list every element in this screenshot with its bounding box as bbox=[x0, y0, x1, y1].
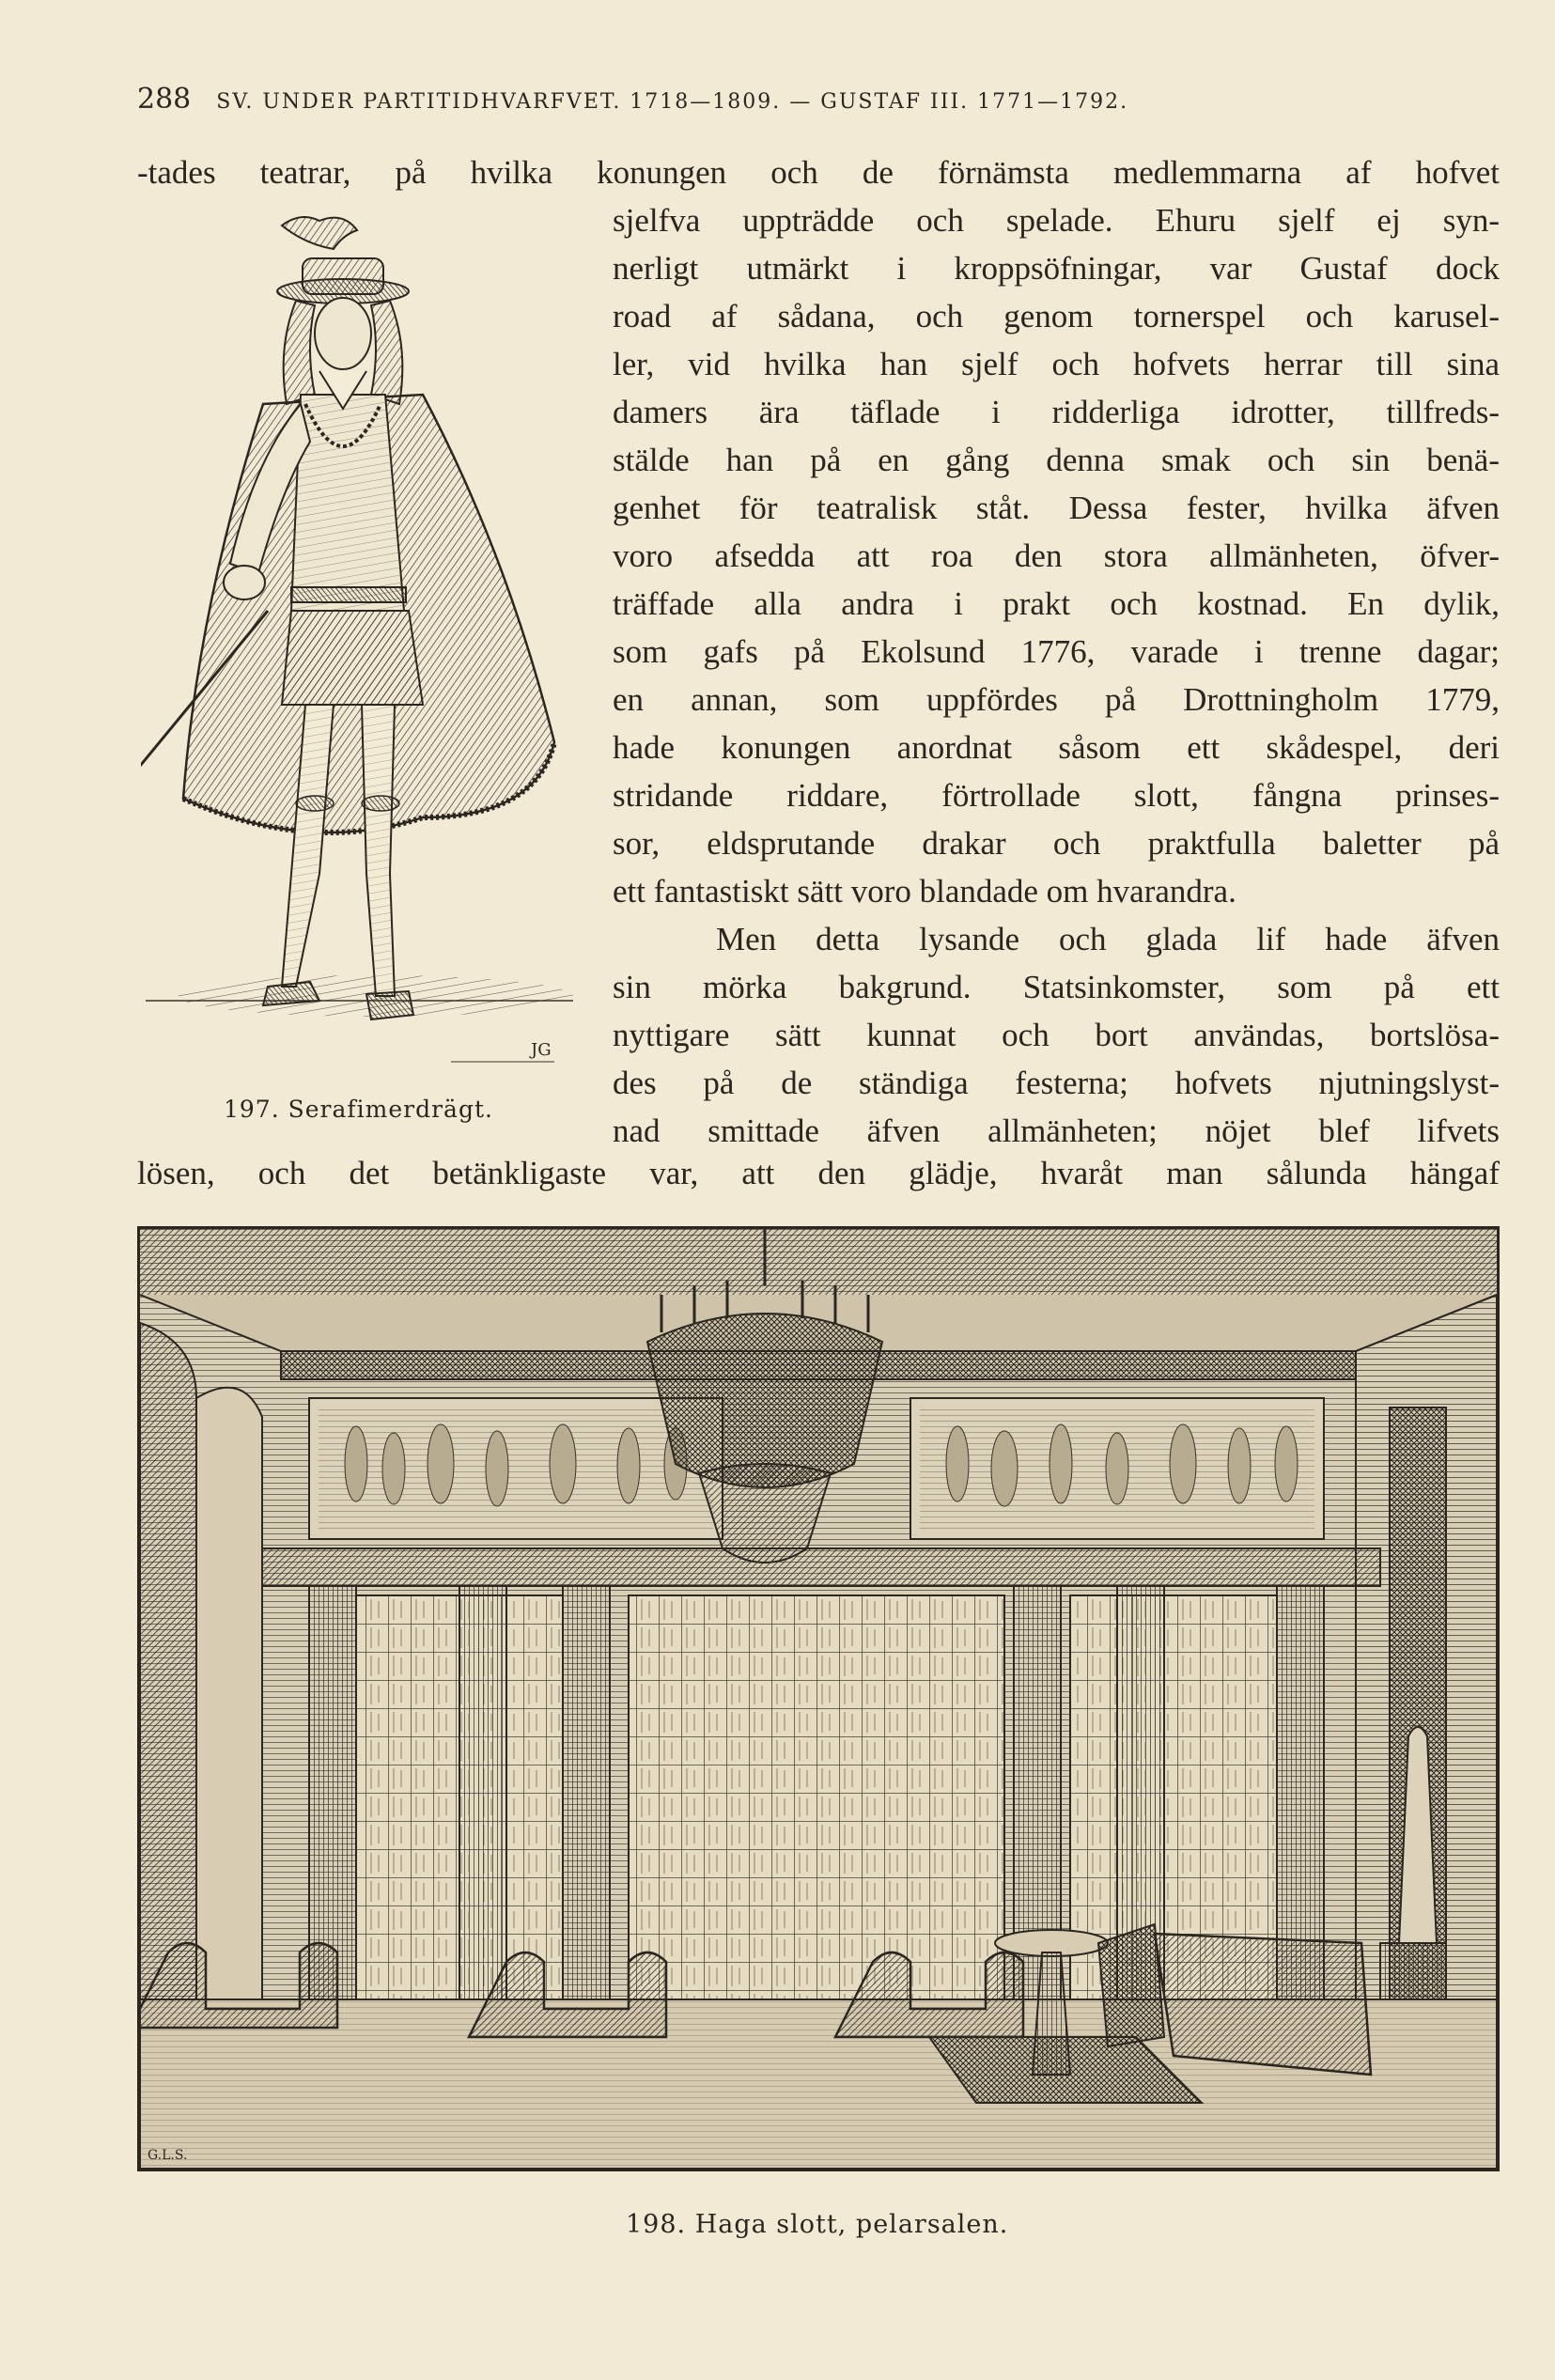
text-line: en annan, som uppfördes på Drottningholm 1779, bbox=[613, 681, 1500, 718]
text-line: stridande riddare, förtrollade slott, fångna prinses- bbox=[613, 777, 1500, 814]
text-line: träffade alla andra i prakt och kostnad. En dylik, bbox=[613, 585, 1500, 622]
text-line: som gafs på Ekolsund 1776, varade i trenne dagar; bbox=[613, 633, 1500, 670]
text-line: nyttigare sätt kunnat och bort användas, bortslösa- bbox=[613, 1017, 1500, 1053]
costume-engraving bbox=[141, 216, 573, 1081]
text-line: des på de ständiga festerna; hofvets njutningslyst- bbox=[613, 1065, 1500, 1101]
figure-197-caption: 197. Serafimerdrägt. bbox=[224, 1096, 493, 1123]
text-line: hade konungen anordnat såsom ett skådespel, deri bbox=[613, 729, 1500, 766]
engraver-mark: G.L.S. bbox=[148, 2148, 188, 2163]
text-line: damers ära täflade i ridderliga idrotter, tillfreds- bbox=[613, 394, 1500, 430]
text-line: genhet för teatralisk ståt. Dessa fester, hvilka äfven bbox=[613, 490, 1500, 526]
figure-198-haga-pillar-hall bbox=[137, 1226, 1500, 2171]
text-line: road af sådana, och genom tornerspel och karusel- bbox=[613, 298, 1500, 334]
engraver-mark: JG bbox=[531, 1040, 552, 1060]
hall-engraving bbox=[140, 1229, 1497, 2169]
figure-198-caption: 198. Haga slott, pelarsalen. bbox=[626, 2210, 1009, 2239]
text-bottom-line bbox=[137, 1149, 1500, 1197]
text-line: sor, eldsprutande drakar och praktfulla baletter på bbox=[613, 825, 1500, 862]
text-top-line bbox=[137, 148, 1500, 196]
text-line: voro afsedda att roa den stora allmänheten, öfver- bbox=[613, 537, 1500, 574]
running-header bbox=[137, 83, 1434, 116]
text-line: ler, vid hvilka han sjelf och hofvets herrar till sina bbox=[613, 346, 1500, 382]
text-line: sjelfva uppträdde och spelade. Ehuru sjelf ej syn- bbox=[613, 202, 1500, 239]
text-line: -tades teatrar, på hvilka konungen och de förnämsta medlemmarna af hofvet bbox=[137, 154, 1500, 191]
text-column bbox=[613, 196, 1500, 1155]
text-line: sin mörka bakgrund. Statsinkomster, som på ett bbox=[613, 969, 1500, 1005]
text-line: stälde han på en gång denna smak och sin benä- bbox=[613, 442, 1500, 478]
figure-197-serafimer-costume bbox=[141, 216, 573, 1081]
text-line: Men detta lysande och glada lif hade äfven bbox=[716, 921, 1500, 957]
text-line: nerligt utmärkt i kroppsöfningar, var Gustaf dock bbox=[613, 250, 1500, 287]
text-line: ett fantastiskt sätt voro blandade om hvarandra. bbox=[613, 873, 1236, 910]
page-number: 288 bbox=[137, 83, 192, 116]
running-title: SV. UNDER PARTITIDHVARFVET. 1718—1809. — GUSTAF III. 1771—1792. bbox=[216, 90, 1129, 114]
text-line: lösen, och det betänkligaste var, att den glädje, hvaråt man sålunda hängaf bbox=[137, 1155, 1500, 1191]
text-line: nad smittade äfven allmänheten; nöjet blef lifvets bbox=[613, 1112, 1500, 1149]
